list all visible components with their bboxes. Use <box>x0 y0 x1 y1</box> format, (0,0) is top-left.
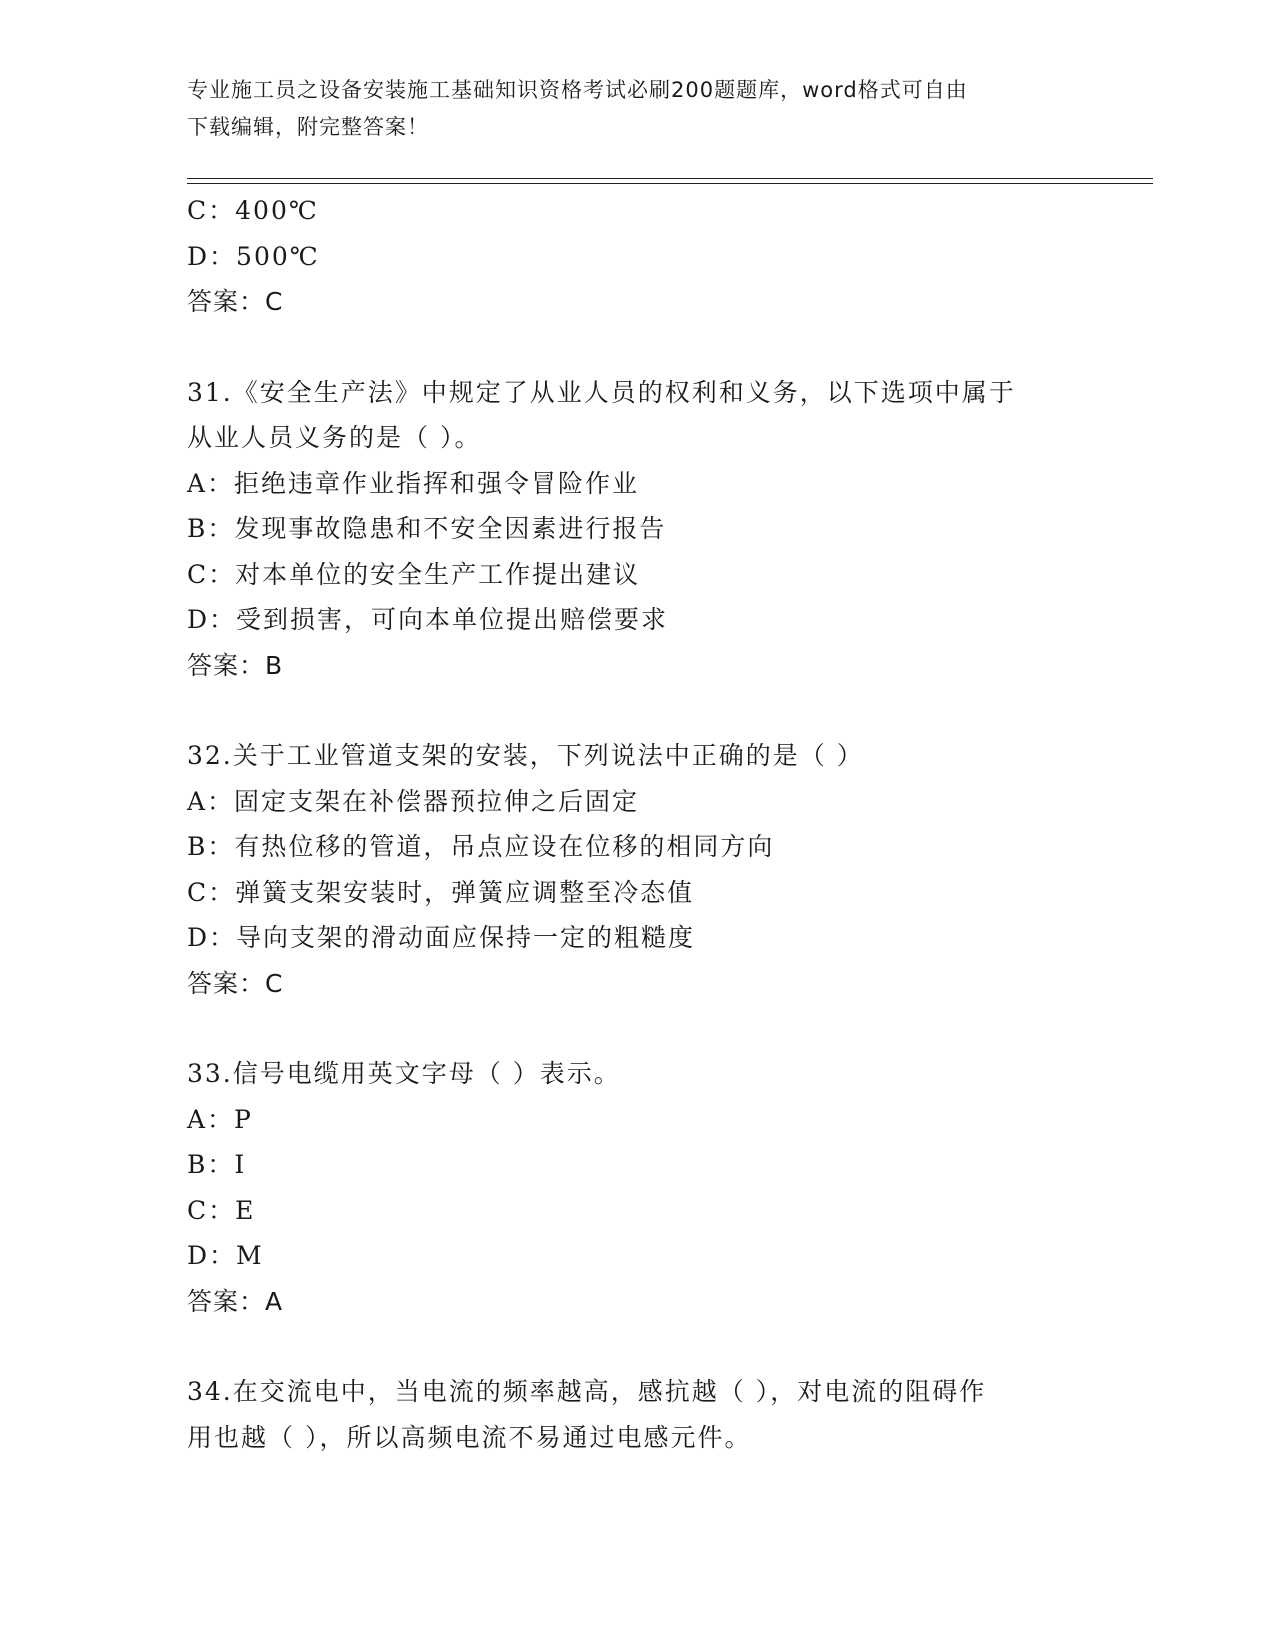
option-c: C：E <box>187 1195 256 1225</box>
option-c: C：400℃ <box>187 196 319 225</box>
option-a: A：P <box>187 1104 253 1134</box>
option-d: D：500℃ <box>187 241 320 271</box>
option-d: D：导向支架的滑动面应保持一定的粗糙度 <box>187 923 696 952</box>
question-32 <box>187 733 1147 1006</box>
option-c: C：对本单位的安全生产工作提出建议 <box>187 559 641 589</box>
header-divider-bottom <box>187 183 1153 184</box>
spacer <box>187 325 1147 370</box>
question-stem-continued: 从业人员义务的是（ ）。 <box>187 423 482 452</box>
header-title-line-2: 下载编辑，附完整答案！ <box>187 115 429 139</box>
option-d: D：M <box>187 1241 264 1270</box>
question-list <box>187 188 1147 1460</box>
question-stem: 34.在交流电中，当电流的频率越高，感抗越（ ），对电流的阻碍作 <box>187 1377 987 1406</box>
option-a: A：拒绝违章作业指挥和强令冒险作业 <box>187 468 640 498</box>
option-c: C：弹簧支架安装时，弹簧应调整至冷态值 <box>187 877 695 907</box>
answer: 答案：A <box>187 1286 284 1316</box>
question-34 <box>187 1369 1147 1460</box>
question-30 <box>187 188 1147 325</box>
option-b: B：有热位移的管道，吊点应设在位移的相同方向 <box>187 832 775 861</box>
option-b: B：I <box>187 1150 247 1179</box>
header-divider-top <box>187 178 1153 179</box>
question-stem: 33.信号电缆用英文字母（ ）表示。 <box>187 1059 621 1088</box>
option-a: A：固定支架在补偿器预拉伸之后固定 <box>187 786 640 816</box>
spacer <box>187 1006 1147 1051</box>
document-header <box>187 72 1087 146</box>
question-stem: 31.《安全生产法》中规定了从业人员的权利和义务，以下选项中属于 <box>187 377 1016 407</box>
spacer <box>187 688 1147 733</box>
option-d: D：受到损害，可向本单位提出赔偿要求 <box>187 605 669 634</box>
answer: 答案：C <box>187 287 284 316</box>
question-stem: 32.关于工业管道支架的安装，下列说法中正确的是（ ） <box>187 741 864 770</box>
header-title-line-1: 专业施工员之设备安装施工基础知识资格考试必刷200题题库，word格式可自由 <box>187 78 968 102</box>
answer: 答案：B <box>187 650 284 680</box>
question-stem-continued: 用也越（ ），所以高频电流不易通过电感元件。 <box>187 1422 752 1452</box>
answer: 答案：C <box>187 968 284 998</box>
spacer <box>187 1324 1147 1369</box>
question-31 <box>187 370 1147 689</box>
option-b: B：发现事故隐患和不安全因素进行报告 <box>187 514 667 543</box>
question-33 <box>187 1051 1147 1324</box>
